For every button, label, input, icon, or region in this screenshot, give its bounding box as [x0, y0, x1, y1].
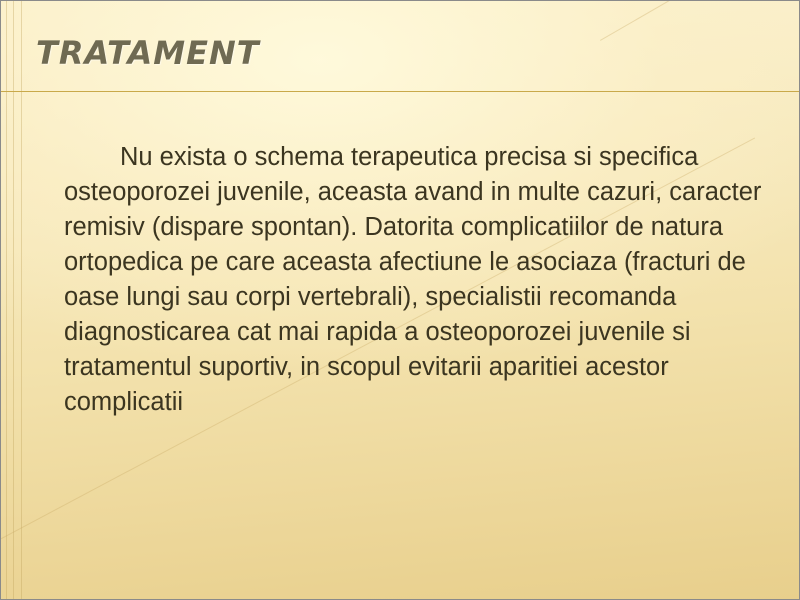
background-stripe — [13, 0, 14, 600]
background-stripe — [6, 0, 7, 600]
background-stripe — [21, 0, 22, 600]
slide-body-text: Nu exista o schema terapeutica precisa si specifica osteoporozei juvenile, aceasta avand in multe cazuri, caracter remisiv (dispare spontan). Datorita complicatiilor de natura ortopedica pe care aceasta afectiune le asociaza (fracturi de oase lungi sau corpi vertebrali), specialistii recomanda diagnosticarea cat mai rapida a osteoporozei juvenile si tratamentul suportiv, in scopul evitarii aparitiei acestor complicatii — [64, 143, 762, 416]
background-diagonal — [600, 0, 800, 41]
title-divider — [0, 91, 800, 92]
background-diagonal — [560, 0, 800, 1]
slide-title: TRATAMENT — [36, 34, 260, 72]
